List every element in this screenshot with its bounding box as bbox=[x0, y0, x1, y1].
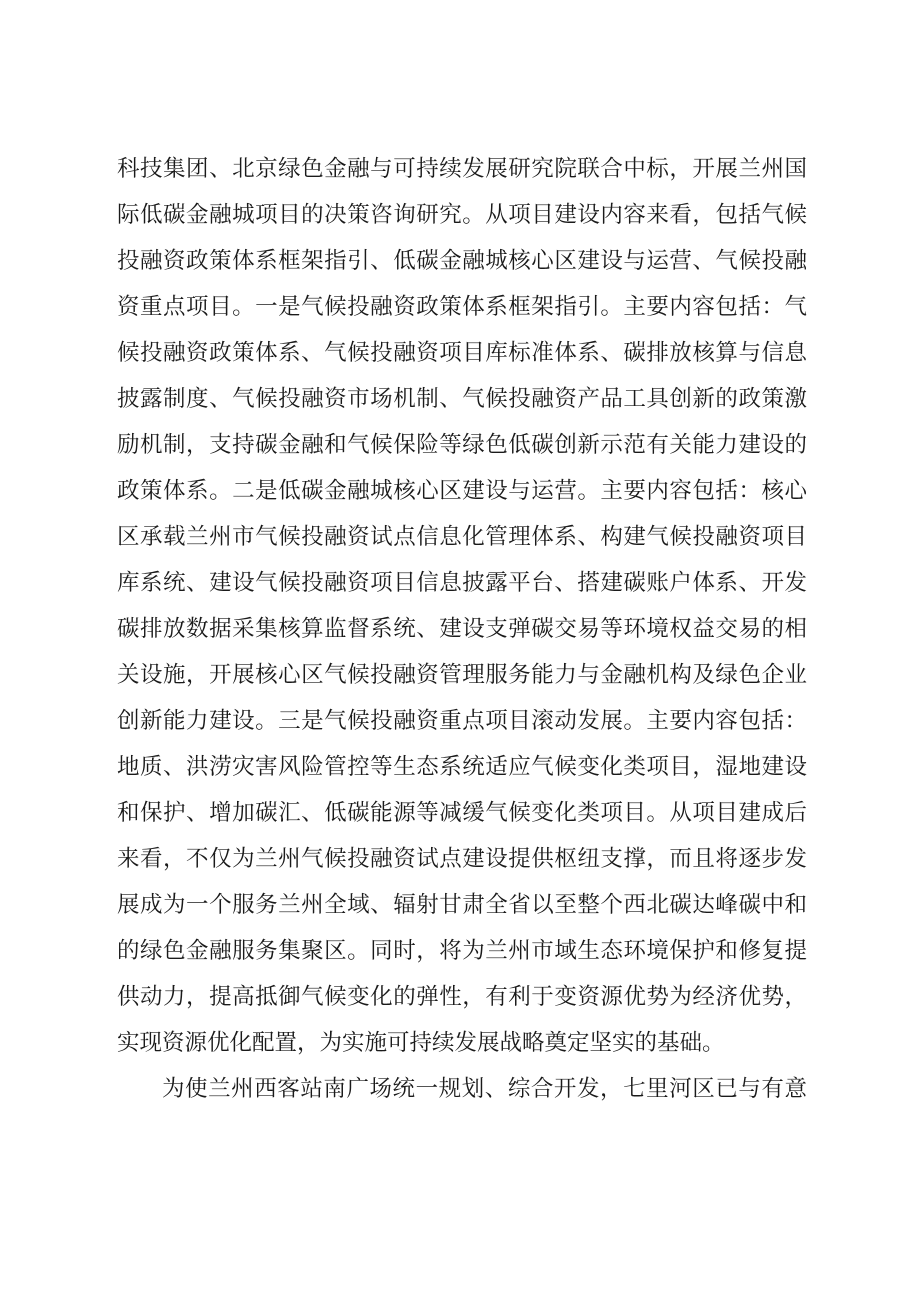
paragraph-1 bbox=[117, 146, 807, 1066]
text-line: 区承载兰州市气候投融资试点信息化管理体系、构建气候投融资项目 bbox=[117, 524, 807, 550]
paragraph-2 bbox=[117, 1066, 807, 1112]
text-line: 投融资政策体系框架指引、低碳金融城核心区建设与运营、气候投融 bbox=[117, 248, 807, 274]
body-text bbox=[117, 146, 807, 1112]
text-line: 资重点项目。一是气候投融资政策体系框架指引。主要内容包括：气 bbox=[117, 294, 807, 320]
text-line: 候投融资政策体系、气候投融资项目库标准体系、碳排放核算与信息 bbox=[117, 340, 807, 366]
text-line: 碳排放数据采集核算监督系统、建设支弹碳交易等环境权益交易的相 bbox=[117, 616, 807, 642]
text-line: 为使兰州西客站南广场统一规划、综合开发，七里河区已与有意 bbox=[162, 1076, 807, 1102]
text-line: 披露制度、气候投融资市场机制、气候投融资产品工具创新的政策激 bbox=[117, 386, 807, 412]
text-line: 供动力，提高抵御气候变化的弹性，有利于变资源优势为经济优势， bbox=[117, 984, 807, 1010]
text-line: 创新能力建设。三是气候投融资重点项目滚动发展。主要内容包括： bbox=[117, 708, 807, 734]
text-line: 来看，不仅为兰州气候投融资试点建设提供枢纽支撑，而且将逐步发 bbox=[117, 846, 807, 872]
text-line: 际低碳金融城项目的决策咨询研究。从项目建设内容来看，包括气候 bbox=[117, 202, 807, 228]
text-line: 库系统、建设气候投融资项目信息披露平台、搭建碳账户体系、开发 bbox=[117, 570, 807, 596]
text-line: 展成为一个服务兰州全域、辐射甘肃全省以至整个西北碳达峰碳中和 bbox=[117, 892, 807, 918]
text-line: 的绿色金融服务集聚区。同时，将为兰州市域生态环境保护和修复提 bbox=[117, 938, 807, 964]
text-line: 和保护、增加碳汇、低碳能源等减缓气候变化类项目。从项目建成后 bbox=[117, 800, 807, 826]
text-line: 关设施，开展核心区气候投融资管理服务能力与金融机构及绿色企业 bbox=[117, 662, 807, 688]
text-line: 地质、洪涝灾害风险管控等生态系统适应气候变化类项目，湿地建设 bbox=[117, 754, 807, 780]
text-line: 励机制，支持碳金融和气候保险等绿色低碳创新示范有关能力建设的 bbox=[117, 432, 807, 458]
text-line: 实现资源优化配置，为实施可持续发展战略奠定坚实的基础。 bbox=[117, 1030, 725, 1056]
text-line: 科技集团、北京绿色金融与可持续发展研究院联合中标，开展兰州国 bbox=[117, 156, 807, 182]
text-line: 政策体系。二是低碳金融城核心区建设与运营。主要内容包括：核心 bbox=[117, 478, 807, 504]
